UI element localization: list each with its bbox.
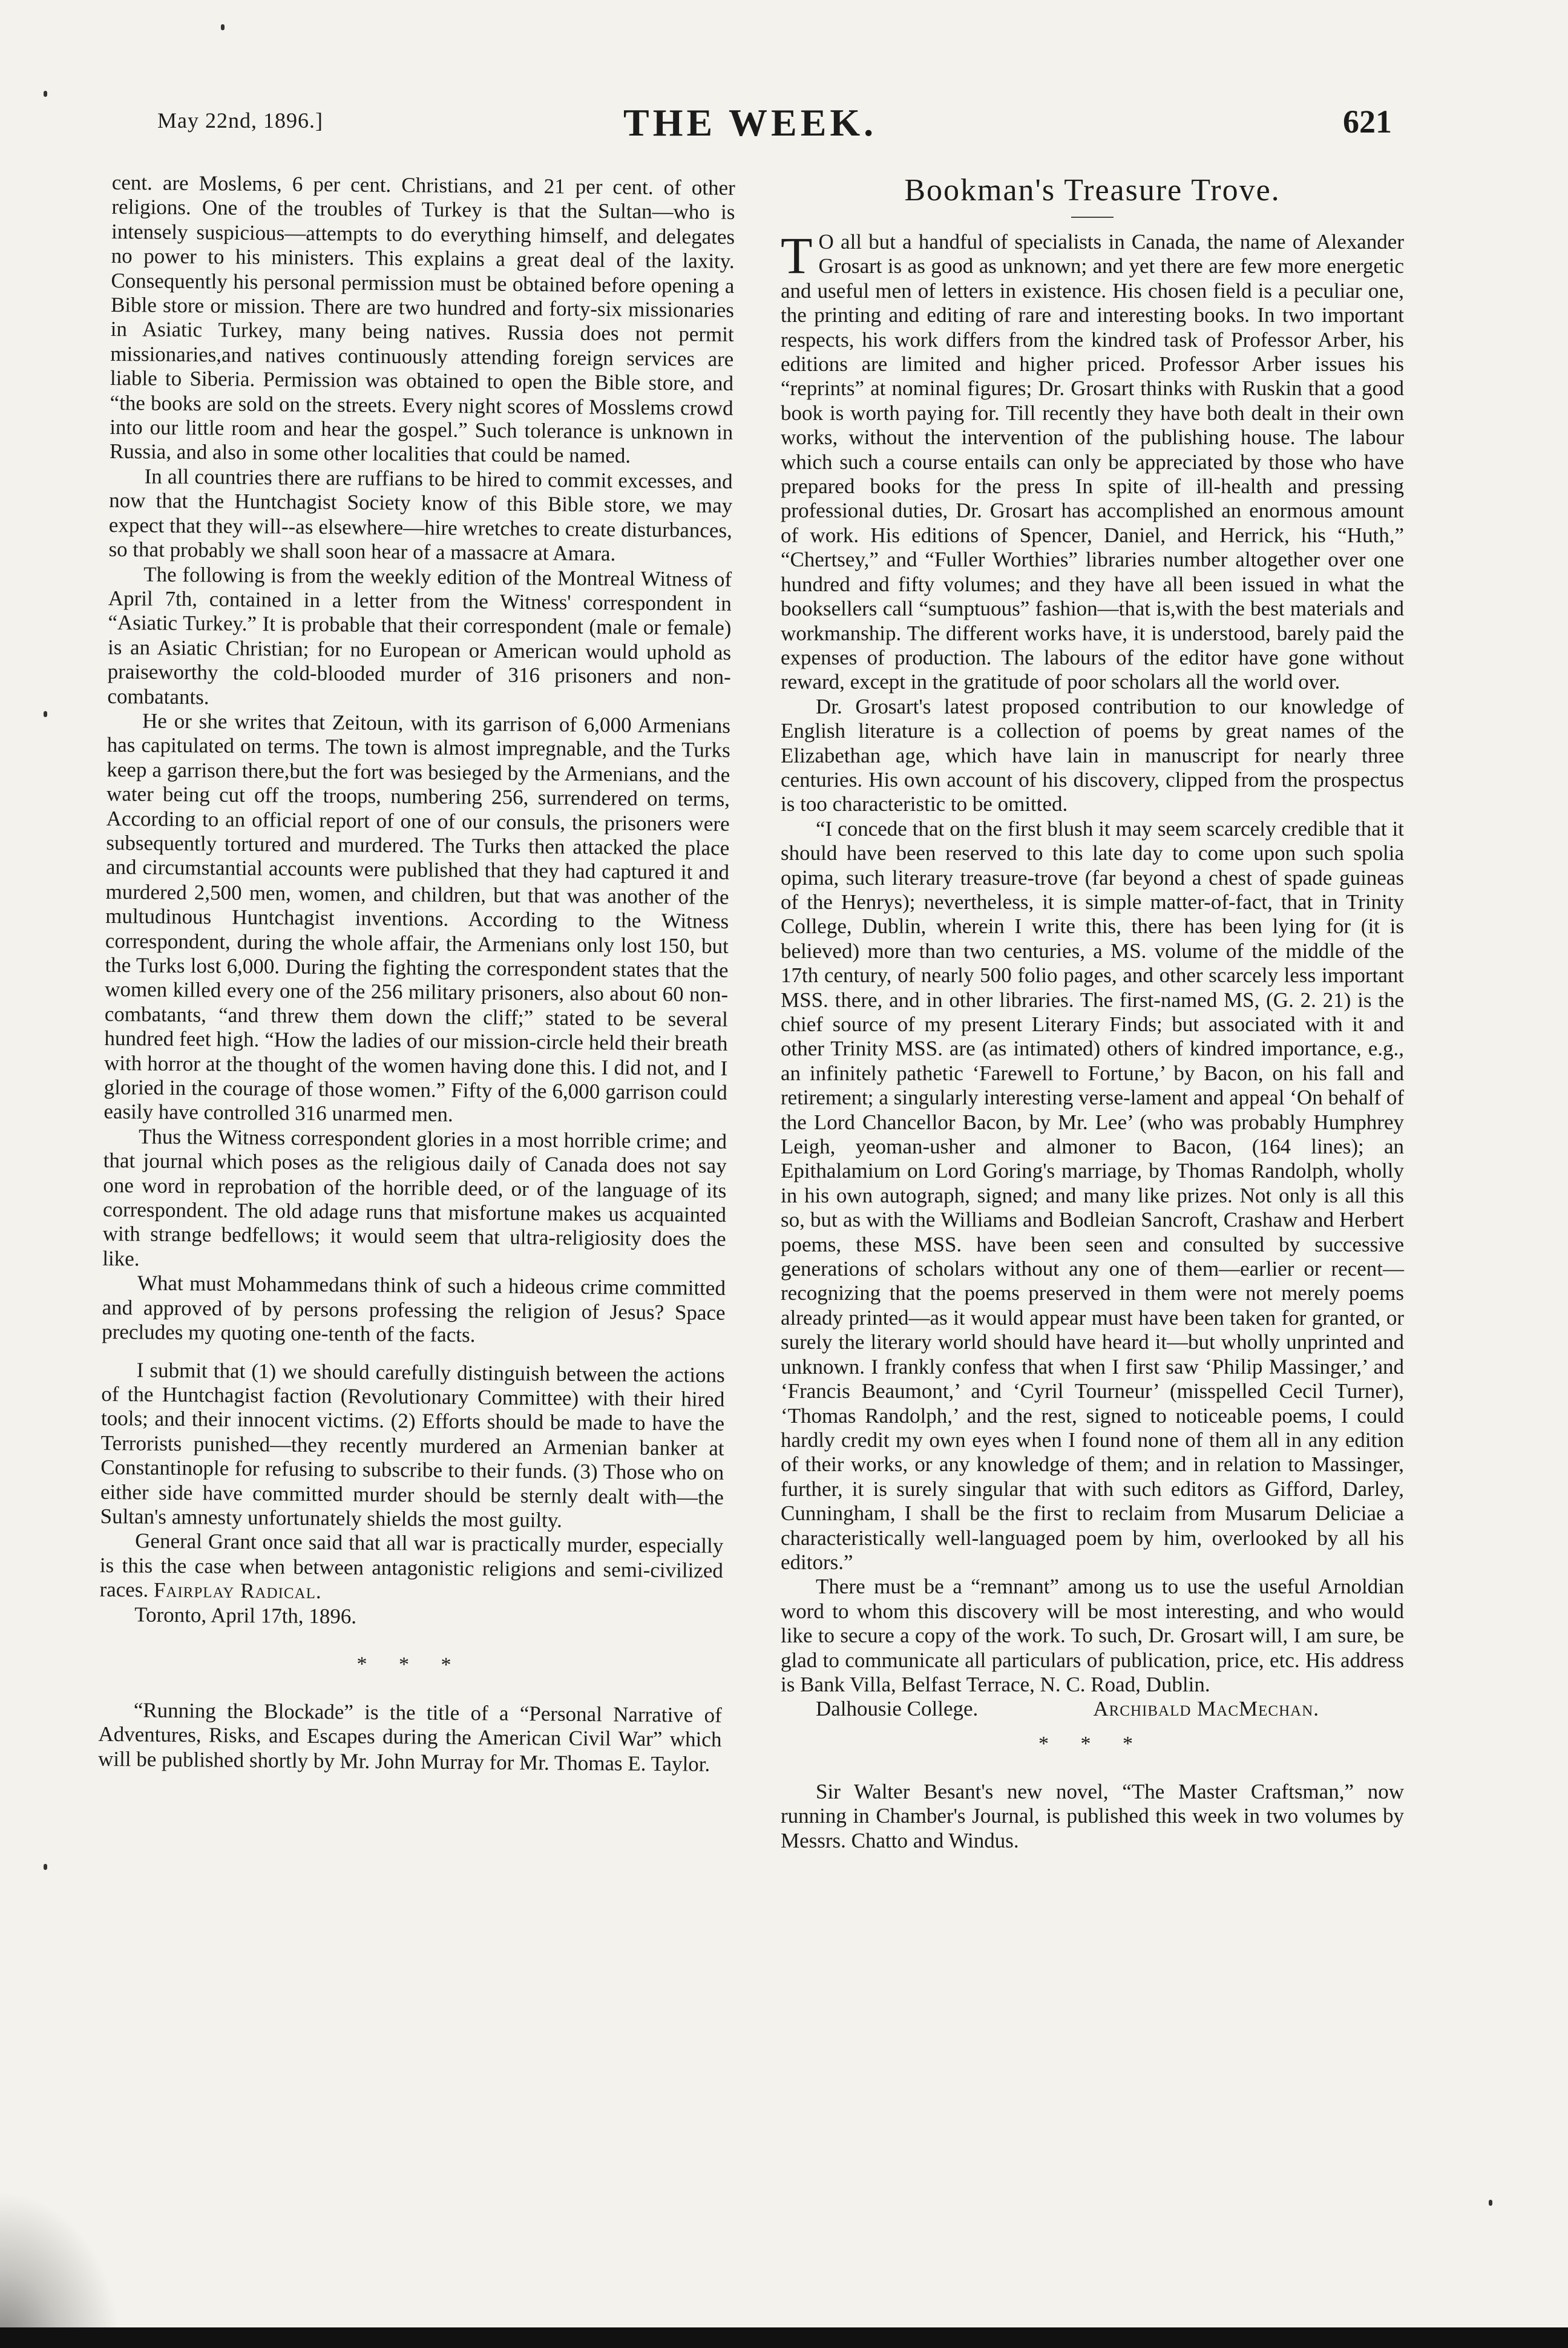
paragraph: The following is from the weekly edition of the Montreal Witness of April 7th, contained in a letter from the Witness' correspondent in “Asiatic Turkey.” It is probable that their correspondent (male or female) is an Asiatic Christian; for no European or American would uphold as praiseworthy the cold-blooded murder of 316 prisoners and non-combatants.	[107, 562, 732, 709]
quoted-paragraph: “I concede that on the first blush it may seem scarcely credible that it should have been reserved to this late day to come upon such spolia opima, such literary treasure-trove (far beyond a chest of spade guineas of the Henrys); nevertheless, it is simple matter-of-fact, that in Trinity College, Dublin, wherein I write this, there has been lying for (it is believed) more than two centuries, a MS. volume of the middle of the 17th century, of nearly 500 folio pages, and other scarcely less important MSS. there, and in other libraries. The first-named MS, (G. 2. 21) is the chief source of my present Literary Finds; but associated with it and other Trinity MSS. are (as intimated) others of kindred importance, e.g., an infinitely pathetic ‘Farewell to Fortune,’ by Bacon, on his fall and retirement; a singularly interesting verse-lament and appeal ‘On behalf of the Lord Chancellor Bacon, by Mr. Lee’ (who was probably Humphrey Leigh, yeoman-usher and almoner to Bacon, (164 lines); an Epithalamium on Lord Goring's marriage, by Thomas Randolph, wholly in his own autograph, signed; and many like prizes. Not only is all this so, but as with the Williams and Bodleian Sancroft, Crashaw and Herbert poems, these MSS. have been seen and consulted by successive generations of scholars without any one of them—earlier or recent—recognizing that the poems preserved in them were not merely poems already printed—as it would appear must have been taken for granted, or surely the literary world should have heard it—but wholly unprinted and unknown. I frankly confess that when I first saw ‘Philip Massinger,’ and ‘Francis Beaumont,’ and ‘Cyril Tourneur’ (misspelled Cecil Turner), ‘Thomas Randolph,’ and the rest, signed to noticeable poems, I could hardly credit my own eyes when I found none of them all in any edition of their works, or any knowledge of them; and in relation to Massinger, further, it is surely singular that with such editors as Gifford, Darley, Cunningham, I shall be the first to reclaim from Musarum Deliciae a characteristically well-languaged poem by him, overlooked by all his editors.”	[781, 816, 1404, 1574]
ink-speck	[44, 91, 47, 97]
section-divider-stars: * * *	[356, 1653, 465, 1677]
issue-date: May 22nd, 1896.]	[157, 108, 323, 133]
ink-speck	[44, 1864, 47, 1870]
ink-speck	[44, 711, 47, 717]
paragraph-text: General Grant once said that all war is practically murder, especially is this the case when between antagonistic religions and semi-civilized races.	[99, 1529, 724, 1602]
letter-signature: Fairplay Radical.	[153, 1578, 322, 1604]
spacer	[781, 1766, 1404, 1780]
ink-speck	[221, 24, 225, 30]
paragraph-text: O all but a handful of specialists in Canada, the name of Alexander Grosart is as good as unknown; and yet there are few more energetic and useful men of letters in existence. His chosen field is a peculiar one, the printing and editing of rare and interesting books. In two important respects, his work differs from the kindred task of Professor Arber, his editions are limited and higher priced. Professor Arber issues his “reprints” at nominal figures; Dr. Grosart thinks with Ruskin that a good book is worth paying for. Till recently they have both dealt in their own works, without the intervention of the publishing house. The labour which such a course entails can only be appreciated by those who have prepared books for the press In spite of ill-health and pressing professional duties, Dr. Grosart has accomplished an enormous amount of work. His editions of Spencer, Daniel, and Herrick, his “Huth,” “Chertsey,” and “Fuller Worthies” libraries number altogether over one hundred and fifty volumes; and they have all been issued in what the booksellers call “sumptuous” fashion—that is,with the best materials and workmanship. The different works have, it is understood, barely paid the expenses of production. The labours of the editor have gone without reward, except in the gratitude of poor scholars all the world over.	[781, 230, 1404, 694]
page-corner-smudge	[0, 2191, 121, 2348]
publication-title: THE WEEK.	[623, 101, 877, 144]
paragraph: I submit that (1) we should carefully distinguish between the actions of the Huntchagist faction (Revolutionary Committee) with their hired tools; and their innocent victims. (2) Efforts should be made to have the Terrorists punished—they recently murdered an Armenian banker at Constantinople for refusing to subscribe to their funds. (3) Those who on either side have committed murder should be sternly dealt with—the Sultan's amnesty unfortunately shields the most guilty.	[100, 1357, 725, 1532]
paragraph: He or she writes that Zeitoun, with its garrison of 6,000 Armenians has capitulated on terms. The town is almost impregnable, and the Turks keep a garrison there,but the fort was besieged by the Armenians, and the water being cut off the troops, numbering 256, surrendered on terms, According to an official report of one of our consuls, the prisoners were subsequently tortured and murdered. The Turks then attacked the place and circumstantial accounts were published that they had captured it and murdered 2,500 men, women, and children, but that was another of the multudinous Huntchagist inventions. According to the Witness correspondent, during the whole affair, the Armenians only lost 150, but the Turks lost 6,000. During the fighting the correspondent states that the women killed every one of the 256 military prisoners, also about 60 non-combatants, “and threw them down the cliff;” stated to be several hundred feet high. “How the ladies of our mission-circle held their breath with horror at the thought of the women having done this. I did not, and I gloried in the courage of those women.” Fifty of the 6,000 garrison could easily have controlled 316 unarmed men.	[103, 709, 731, 1127]
paragraph	[781, 226, 1404, 695]
book-note: Sir Walter Besant's new novel, “The Master Craftsman,” now running in Chamber's Journal, is published this week in two volumes by Messrs. Chatto and Windus.	[781, 1779, 1404, 1852]
left-column	[98, 171, 735, 1777]
paragraph	[99, 1529, 723, 1607]
book-note: “Running the Blockade” is the title of a “Personal Narrative of Adventures, Risks, and Escapes during the American Civil War” which will be published shortly by Mr. John Murray for Mr. Thomas E. Taylor.	[97, 1698, 722, 1776]
paragraph: There must be a “remnant” among us to use the useful Arnoldian word to whom this discovery will be most interesting, and who would like to secure a copy of the work. To such, Dr. Grosart will, I am sure, be glad to communicate all particulars of publication, price, etc. His address is Bank Villa, Belfast Terrace, N. C. Road, Dublin.	[781, 1575, 1404, 1696]
scan-edge-band	[0, 2327, 1568, 2348]
article-title: Bookman's Treasure Trove.	[904, 173, 1281, 208]
drop-cap: T	[781, 226, 813, 284]
signature-place: Dalhousie College.	[816, 1697, 979, 1721]
paragraph: Thus the Witness correspondent glories in a most horrible crime; and that journal which poses as the religious daily of Canada does not say one word in reprobation of the horrible deed, or of the language of its correspondent. The old adage runs that misfortune makes us acquainted with strange bedfellows; it would seem that ultra-religiosity does the like.	[102, 1124, 727, 1271]
section-divider-stars: * * *	[1038, 1732, 1146, 1755]
page-header	[157, 103, 1392, 151]
page-number: 621	[1343, 103, 1392, 140]
paragraph: Dr. Grosart's latest proposed contribution to our knowledge of English literature is a collection of poems by great names of the Elizabethan age, which have lain in manuscript for nearly three centuries. His own account of his discovery, clipped from the prospectus is too characteristic to be omitted.	[781, 694, 1404, 816]
right-column	[781, 171, 1404, 1853]
ink-speck	[1489, 2200, 1492, 2206]
article-signature	[781, 1697, 1404, 1721]
signature-name: Archibald MacMechan.	[1093, 1697, 1319, 1721]
title-rule	[1071, 217, 1114, 218]
paragraph: What must Mohammedans think of such a hideous crime committed and approved of by persons professing the religion of Jesus? Space precludes my quoting one-tenth of the facts.	[102, 1271, 726, 1347]
paragraph: cent. are Moslems, 6 per cent. Christians, and 21 per cent. of other religions. One of the troubles of Turkey is that the Sultan—who is intensely suspicious—attempts to do everything himself, and delegates no power to his ministers. This explains a great deal of the laxity. Consequently his personal permission must be obtained before opening a Bible store or mission. There are two hundred and forty-six missionaries in Asiatic Turkey, many being natives. Russia does not permit missionaries,and natives continuously attending foreign services are liable to Siberia. Permission was obtained to open the Bible store, and “the books are sold on the streets. Every night scores of Mosslems crowd into our little room and hear the gospel.” Such tolerance is unknown in Russia, and also in some other localities that could be named.	[109, 171, 735, 468]
dateline: Toronto, April 17th, 1896.	[134, 1602, 357, 1628]
paragraph: In all countries there are ruffians to be hired to commit excesses, and now that the Huntchagist Society know of this Bible store, we may expect that they will--as elsewhere—hire wretches to create disturbances, so that probably we shall soon hear of a massacre at Amara.	[108, 464, 733, 566]
